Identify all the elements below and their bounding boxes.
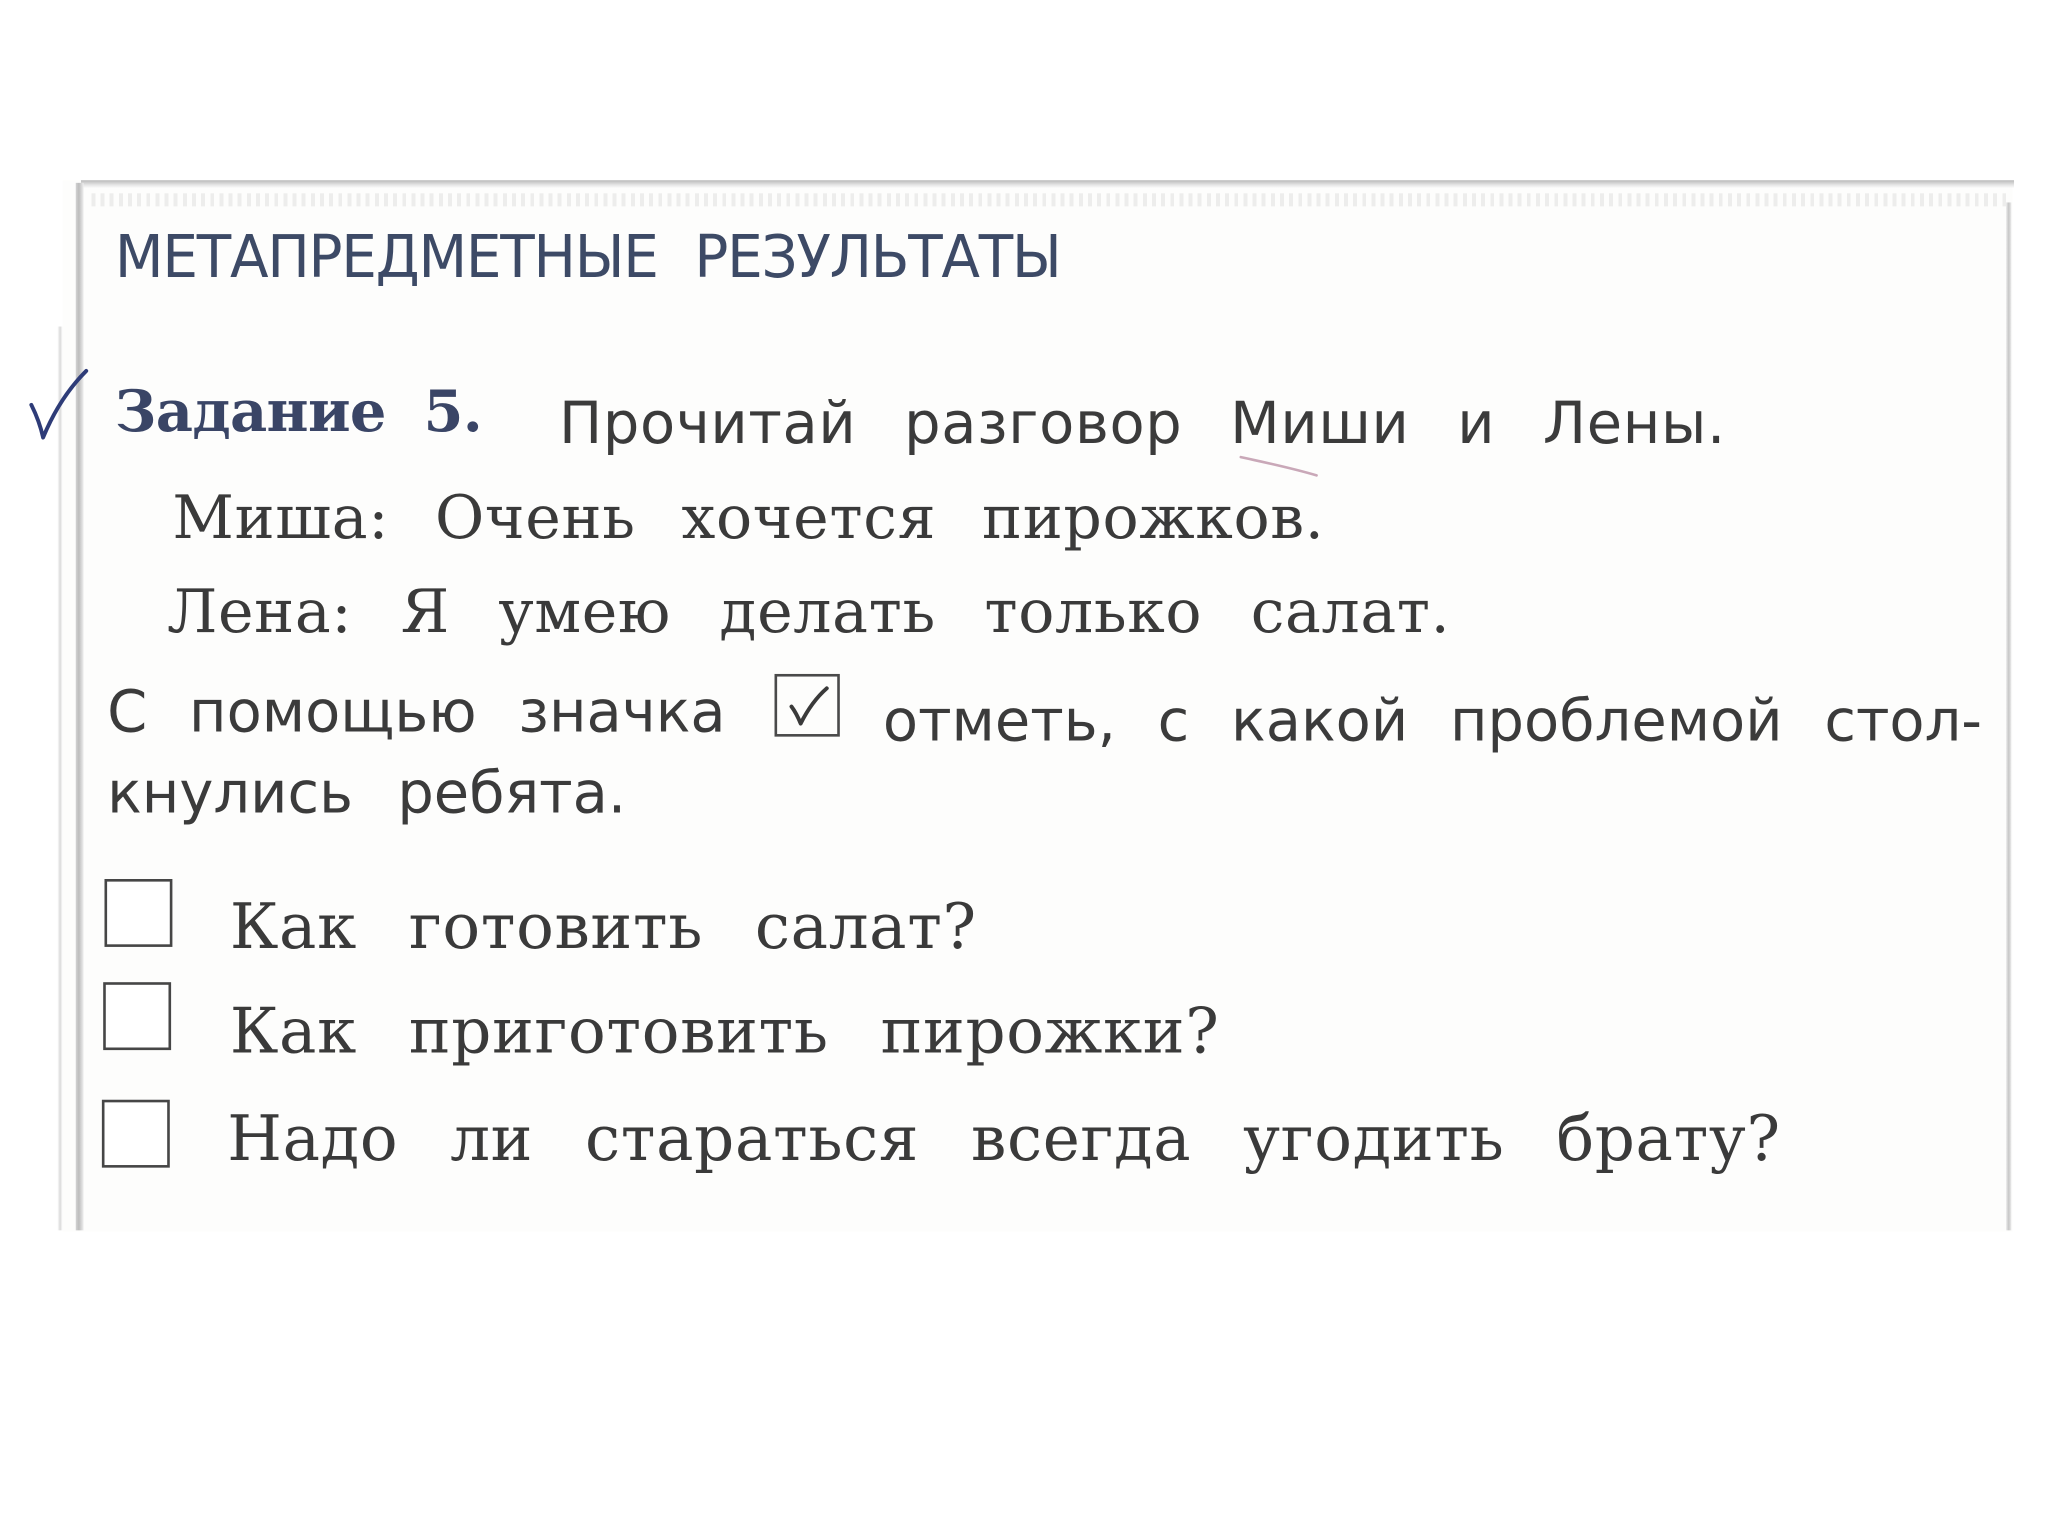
paper-top-edge <box>81 180 2014 188</box>
option-2-label: Как приготовить пирожки? <box>229 995 1220 1069</box>
option-1-checkbox[interactable] <box>104 879 172 947</box>
task-label: Задание 5. <box>114 378 483 446</box>
paper-top-edge-texture <box>91 193 2011 206</box>
section-title: МЕТАПРЕДМЕТНЫЕ РЕЗУЛЬТАТЫ <box>114 222 1061 292</box>
paper-left-edge <box>76 183 84 1230</box>
option-2-checkbox[interactable] <box>103 982 171 1050</box>
checkbox-checked-icon <box>775 674 840 737</box>
handwritten-check-icon <box>24 366 92 447</box>
option-1-label: Как готовить салат? <box>229 890 977 964</box>
paper-right-edge <box>2006 202 2011 1230</box>
paper-left-shadow <box>57 327 62 1231</box>
pen-underline-mark <box>1238 452 1322 481</box>
task-instruction: Прочитай разговор Миши и Лены. <box>559 390 1726 458</box>
question-text-line2: кнулись ребята. <box>107 760 627 827</box>
dialogue-line-misha: Миша: Очень хочется пирожков. <box>172 481 1325 553</box>
dialogue-line-lena: Лена: Я умею делать только салат. <box>167 575 1451 647</box>
option-3-label: Надо ли стараться всегда угодить брату? <box>227 1102 1781 1176</box>
question-text-start: С помощью значка <box>107 679 726 746</box>
question-text-end: отметь, с какой проблемой стол- <box>882 688 1983 755</box>
option-3-checkbox[interactable] <box>102 1100 170 1168</box>
